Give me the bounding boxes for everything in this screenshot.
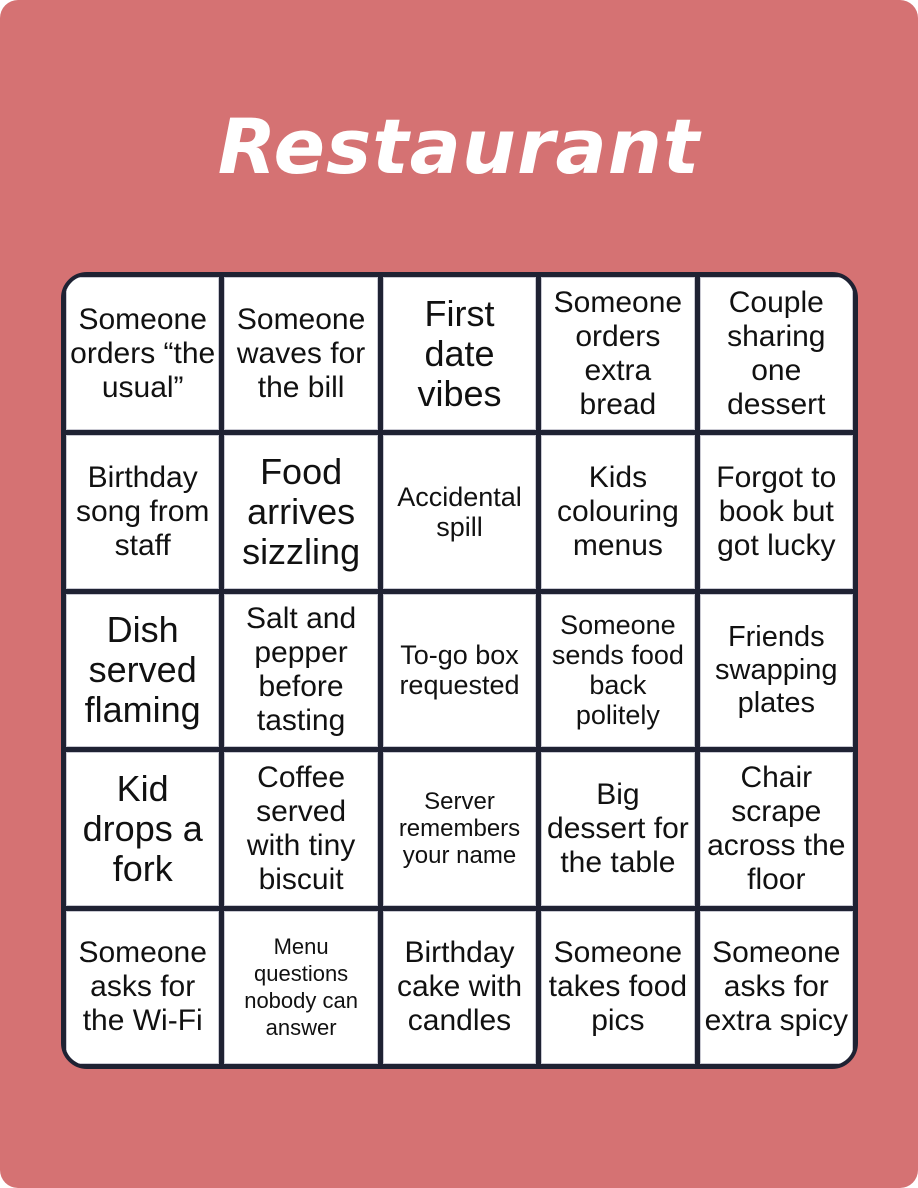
bingo-cell[interactable] (541, 911, 694, 1064)
bingo-cell[interactable] (541, 435, 694, 588)
cell-text: Someone asks for the Wi-Fi (78, 936, 207, 1038)
cell-text: Server remembers your name (398, 788, 521, 870)
bingo-board (61, 272, 858, 1069)
bingo-cell[interactable] (700, 435, 853, 588)
cell-text: Someone waves for the bill (236, 302, 366, 404)
bingo-cell[interactable] (383, 277, 536, 430)
bingo-cell[interactable] (383, 911, 536, 1064)
cell-text: Dish served flaming (84, 609, 201, 731)
bingo-cell[interactable] (224, 594, 377, 747)
cell-text: Someone takes food pics (548, 936, 688, 1038)
bingo-cell[interactable] (224, 435, 377, 588)
cell-text: Someone orders extra bread (553, 285, 683, 421)
cell-text: To-go box requested (399, 640, 520, 701)
cell-text: Couple sharing one dessert (727, 285, 826, 421)
cell-text: Birthday cake with candles (396, 936, 523, 1038)
bingo-cell[interactable] (383, 594, 536, 747)
cell-text: Friends swapping plates (715, 620, 838, 719)
bingo-cell[interactable] (541, 277, 694, 430)
cell-text: Menu questions nobody can answer (244, 934, 358, 1041)
bingo-cell[interactable] (66, 911, 219, 1064)
cell-text: Coffee served with tiny biscuit (246, 760, 356, 896)
bingo-cell[interactable] (66, 594, 219, 747)
bingo-cell[interactable] (66, 277, 219, 430)
bingo-cell[interactable] (700, 752, 853, 905)
cell-text: Forgot to book but got lucky (716, 461, 837, 563)
bingo-cell[interactable] (66, 435, 219, 588)
cell-text: Someone asks for extra spicy (704, 936, 848, 1038)
card-title: Restaurant (217, 102, 701, 191)
cell-text: Salt and pepper before tasting (246, 602, 357, 738)
cell-text: Kids colouring menus (557, 461, 679, 563)
bingo-cell[interactable] (700, 277, 853, 430)
cell-text: Birthday song from staff (76, 461, 210, 563)
bingo-cell[interactable] (541, 594, 694, 747)
bingo-cell[interactable] (383, 435, 536, 588)
cell-text: Food arrives sizzling (242, 451, 361, 573)
cell-text: Chair scrape across the floor (707, 760, 846, 896)
bingo-cell[interactable] (700, 911, 853, 1064)
bingo-cell[interactable] (383, 752, 536, 905)
cell-text: Someone sends food back politely (551, 610, 684, 731)
cell-text: Accidental spill (397, 482, 522, 543)
cell-text: First date vibes (417, 292, 502, 414)
cell-text: Someone orders “the usual” (70, 302, 216, 404)
bingo-cell[interactable] (66, 752, 219, 905)
cell-text: Kid drops a fork (82, 767, 203, 889)
bingo-cell[interactable] (541, 752, 694, 905)
bingo-cell[interactable] (224, 277, 377, 430)
bingo-cell[interactable] (224, 752, 377, 905)
cell-text: Big dessert for the table (547, 777, 689, 879)
bingo-cell[interactable] (224, 911, 377, 1064)
bingo-cell[interactable] (700, 594, 853, 747)
